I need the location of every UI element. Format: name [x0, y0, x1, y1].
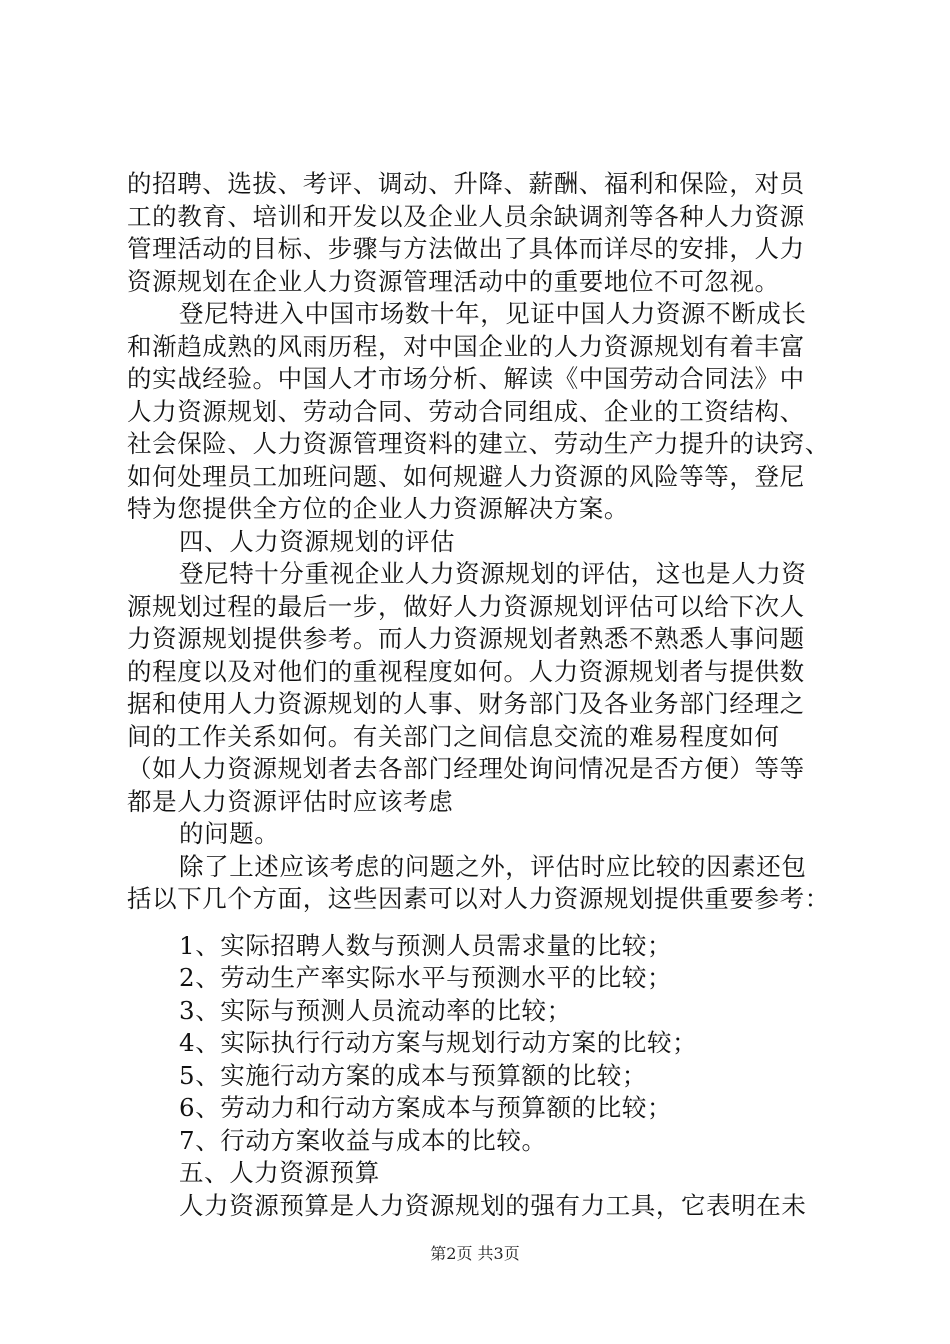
text-line: 的招聘、选拔、考评、调动、升降、薪酬、福利和保险，对员 — [127, 169, 805, 198]
section-heading: 五、人力资源预算 — [179, 1158, 380, 1187]
text-line: 登尼特进入中国市场数十年，见证中国人力资源不断成长 — [179, 299, 807, 328]
spacer — [127, 916, 827, 930]
document-body — [127, 168, 830, 1222]
section-heading: 四、人力资源规划的评估 — [179, 526, 456, 556]
text-line: 的问题。 — [179, 819, 280, 848]
text-line: 如何处理员工加班问题、如何规避人力资源的风险等等，登尼 — [127, 461, 805, 491]
list-item: 1、实际招聘人数与预测人员需求量的比较； — [179, 930, 673, 960]
text-line: 除了上述应该考虑的问题之外，评估时应比较的因素还包 — [179, 851, 807, 881]
text-line: 人力资源预算是人力资源规划的强有力工具，它表明在未 — [179, 1190, 807, 1220]
text-line: 的实战经验。中国人才市场分析、解读《中国劳动合同法》中 — [127, 364, 805, 393]
text-line: 据和使用人力资源规划的人事、财务部门及各业务部门经理之 — [127, 689, 805, 718]
text-line: 登尼特十分重视企业人力资源规划的评估，这也是人力资 — [179, 559, 807, 588]
text-line: （如人力资源规划者去各部门经理处询问情况是否方便）等等 — [127, 754, 805, 783]
text-line: 人力资源规划、劳动合同、劳动合同组成、企业的工资结构、 — [127, 396, 805, 426]
list-item: 3、实际与预测人员流动率的比较； — [179, 995, 572, 1025]
text-line: 间的工作关系如何。有关部门之间信息交流的难易程度如何 — [127, 721, 780, 751]
text-line: 和渐趋成熟的风雨历程，对中国企业的人力资源规划有着丰富 — [127, 331, 805, 361]
text-line: 力资源规划提供参考。而人力资源规划者熟悉不熟悉人事问题 — [127, 624, 805, 653]
text-line: 工的教育、培训和开发以及企业人员余缺调剂等各种人力资源 — [127, 201, 805, 231]
text-line: 括以下几个方面，这些因素可以对人力资源规划提供重要参考： — [127, 884, 830, 913]
list-item: 2、劳动生产率实际水平与预测水平的比较； — [179, 963, 673, 992]
text-line: 管理活动的目标、步骤与方法做出了具体而详尽的安排，人力 — [127, 234, 805, 263]
text-line: 都是人力资源评估时应该考虑 — [127, 786, 454, 816]
list-item: 5、实施行动方案的成本与预算额的比较； — [179, 1060, 647, 1090]
text-line: 特为您提供全方位的企业人力资源解决方案。 — [127, 494, 629, 523]
page-number-footer: 第2页 共3页 — [430, 1244, 520, 1263]
text-line: 源规划过程的最后一步，做好人力资源规划评估可以给下次人 — [127, 591, 805, 621]
text-line: 的程度以及对他们的重视程度如何。人力资源规划者与提供数 — [127, 656, 805, 686]
list-item: 4、实际执行行动方案与规划行动方案的比较； — [179, 1028, 698, 1057]
list-item: 6、劳动力和行动方案成本与预算额的比较； — [179, 1093, 673, 1122]
list-item: 7、行动方案收益与成本的比较。 — [179, 1125, 547, 1155]
text-line: 资源规划在企业人力资源管理活动中的重要地位不可忽视。 — [127, 266, 780, 296]
text-line: 社会保险、人力资源管理资料的建立、劳动生产力提升的诀窍、 — [127, 429, 830, 458]
